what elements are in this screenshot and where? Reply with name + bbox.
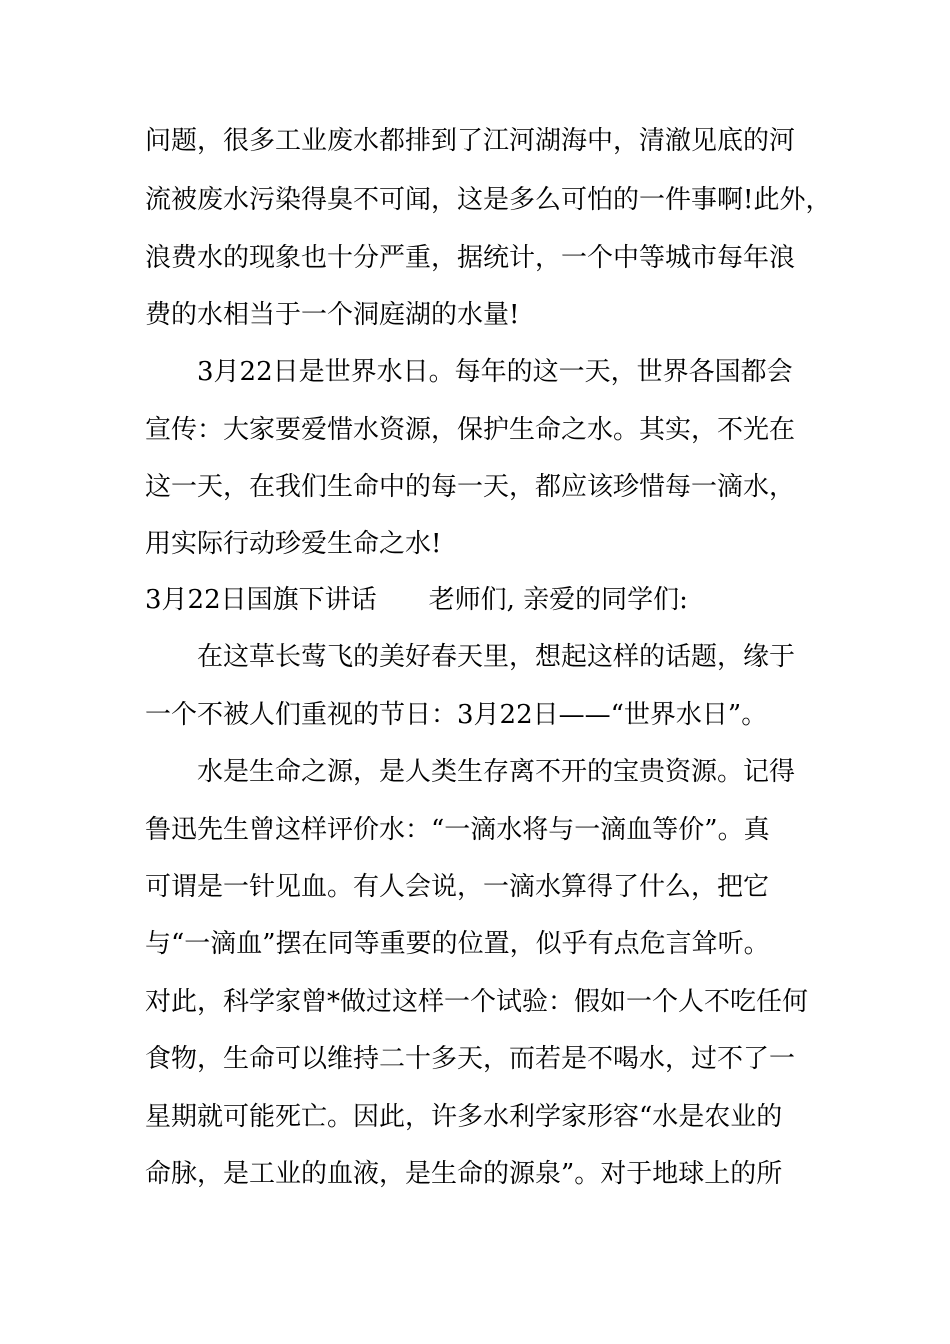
speech-greeting: 老师们, 亲爱的同学们: [428,585,688,615]
text-line: 可谓是一针见血。有人会说，一滴水算得了什么，把它 [145,872,770,902]
text-line: 用实际行动珍爱生命之水! [145,529,442,559]
text-line: 食物，生命可以维持二十多天，而若是不喝水，过不了一 [145,1044,796,1074]
text-line: 浪费水的现象也十分严重，据统计，一个中等城市每年浪 [145,243,796,273]
paragraph-first-line: 3月22日是世界水日。每年的这一天，世界各国都会 [197,357,793,387]
text-line: 星期就可能死亡。因此，许多水利学家形容“水是农业的 [145,1102,783,1132]
text-line: 鲁迅先生曾这样评价水：“一滴水将与一滴血等价”。真 [145,815,770,845]
text-line: 这一天，在我们生命中的每一天，都应该珍惜每一滴水， [145,472,796,502]
speech-title: 3月22日国旗下讲话 [145,585,377,615]
text-line: 与“一滴血”摆在同等重要的位置，似乎有点危言耸听。 [145,929,770,959]
paragraph-first-line: 水是生命之源，是人类生存离不开的宝贵资源。记得 [197,757,796,787]
text-line: 命脉，是工业的血液，是生命的源泉”。对于地球上的所 [145,1159,783,1189]
speech-heading [145,580,845,620]
paragraph-first-line: 在这草长莺飞的美好春天里，想起这样的话题，缘于 [197,642,796,672]
text-line: 对此，科学家曾*做过这样一个试验：假如一个人不吃任何 [145,987,809,1017]
text-line: 费的水相当于一个洞庭湖的水量! [145,300,520,330]
text-line: 宣传：大家要爱惜水资源，保护生命之水。其实，不光在 [145,415,796,445]
text-line: 流被废水污染得臭不可闻，这是多么可怕的一件事啊!此外， [145,185,832,215]
text-line: 一个不被人们重视的节日：3月22日——“世界水日”。 [145,700,768,730]
text-line: 问题，很多工业废水都排到了江河湖海中，清澈见底的河 [145,126,796,156]
